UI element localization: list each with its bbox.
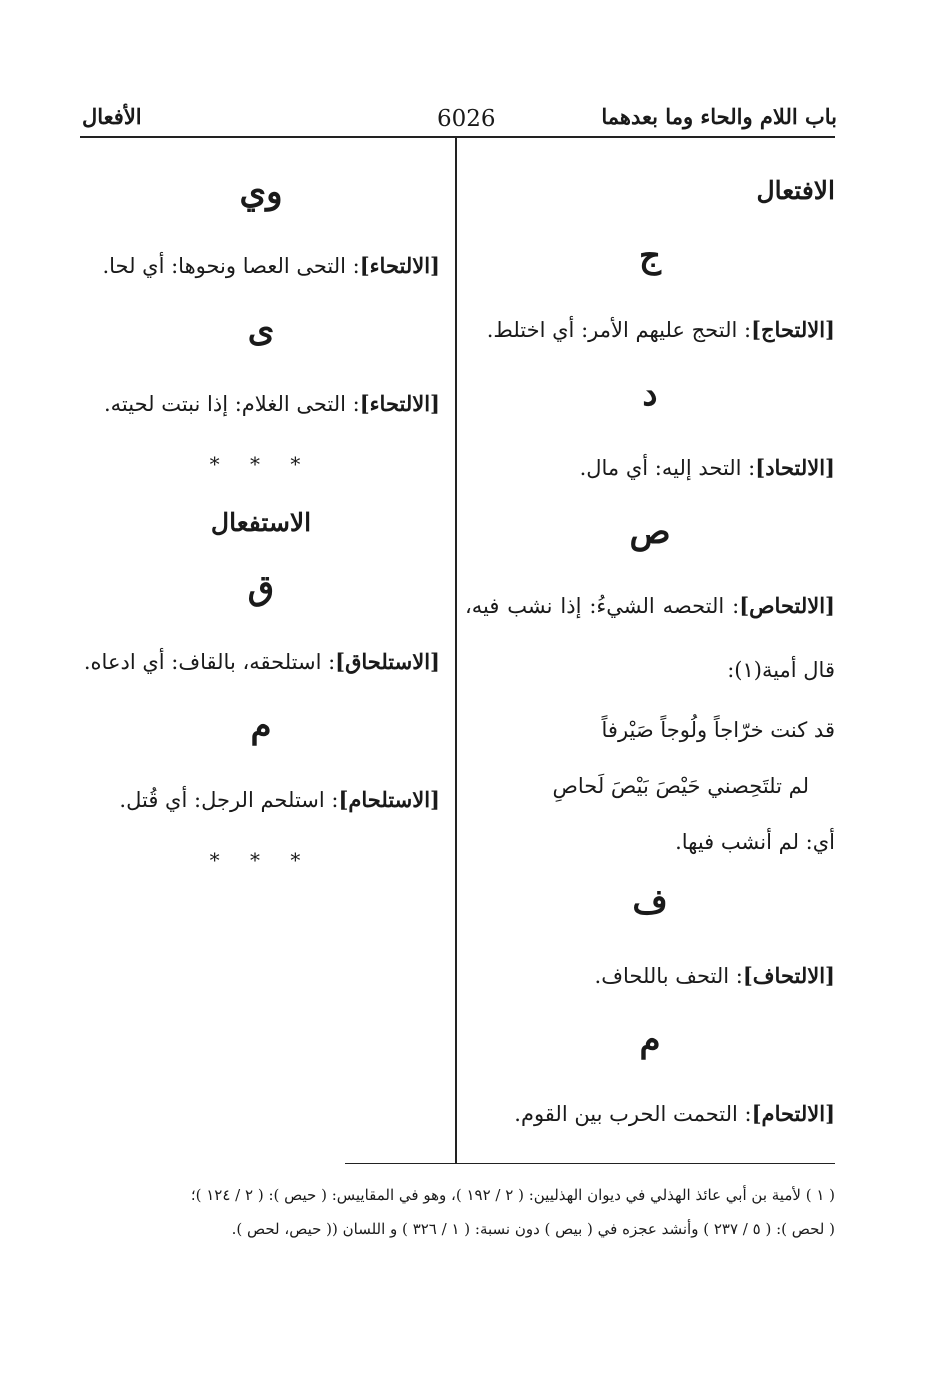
entry-definition: : التحصه الشيءُ: إذا نشب فيه، قال أمية(١): bbox=[465, 594, 835, 682]
entry-term: [الالتحاء] bbox=[359, 253, 440, 278]
entry-term: [الالتحاج] bbox=[751, 317, 835, 342]
letter-heading: ف bbox=[632, 882, 668, 922]
right-column bbox=[465, 160, 835, 1146]
header-rule bbox=[80, 136, 835, 138]
entry-term: [الالتحاد] bbox=[755, 455, 835, 480]
letter-heading: د bbox=[642, 374, 658, 414]
letter-heading: ق bbox=[247, 568, 275, 608]
verse-line: قد كنت خرّاجاً ولُوجاً صَيْرفاً bbox=[601, 718, 835, 742]
letter-heading: ص bbox=[629, 512, 671, 552]
footnote bbox=[95, 1178, 835, 1246]
entry-definition: : التحج عليهم الأمر: أي اختلط. bbox=[486, 318, 752, 342]
dictionary-entry bbox=[465, 944, 835, 1008]
entry-term: [الالتحاص] bbox=[739, 593, 835, 618]
dictionary-entry bbox=[82, 234, 440, 298]
footnote-rule bbox=[345, 1163, 835, 1164]
letter-heading: ج bbox=[639, 236, 661, 276]
dictionary-entry bbox=[82, 372, 440, 436]
page-number: 6026 bbox=[437, 106, 496, 132]
verse-line: لم تلتَحِصني حَيْصَ بَيْصَ لَحاصِ bbox=[552, 774, 809, 798]
entry-definition: : التحى العصا ونحوها: أي لحا. bbox=[102, 254, 360, 278]
running-head-section: الأفعال bbox=[82, 104, 142, 129]
entry-term: [الاستلحام] bbox=[338, 787, 440, 812]
dictionary-entry bbox=[465, 436, 835, 500]
dictionary-entry bbox=[465, 574, 835, 702]
column-divider bbox=[455, 138, 457, 1164]
dictionary-entry bbox=[82, 768, 440, 832]
dictionary-entry bbox=[465, 1082, 835, 1146]
dictionary-entry bbox=[465, 298, 835, 362]
left-column bbox=[82, 160, 440, 902]
letter-heading: م bbox=[250, 706, 272, 746]
entry-definition: : استلحم الرجل: أي قُتل. bbox=[119, 788, 339, 812]
entry-term: [الالتحاف] bbox=[742, 963, 835, 988]
entry-definition: : التحد إليه: أي مال. bbox=[579, 456, 756, 480]
letter-heading: وي bbox=[239, 172, 283, 212]
footnote-line: ( لحص ): ( ٥ / ٢٣٧ ) وأنشد عجزه في ( بيص ) دون نسبة: ( ١ / ٣٢٦ ) و اللسان (( حيص، لحص ). bbox=[231, 1220, 835, 1238]
section-title-iftiaal: الافتعال bbox=[756, 176, 835, 205]
letter-heading: م bbox=[639, 1020, 661, 1060]
section-separator: * * * bbox=[209, 452, 313, 476]
verse-gloss: أي: لم أنشب فيها. bbox=[675, 830, 835, 854]
entry-definition: : استلحقه، بالقاف: أي ادعاه. bbox=[83, 650, 336, 674]
section-separator: * * * bbox=[209, 848, 313, 872]
entry-term: [الالتحام] bbox=[751, 1101, 835, 1126]
entry-term: [الاستلحاق] bbox=[335, 649, 440, 674]
entry-term: [الالتحاء] bbox=[359, 391, 440, 416]
letter-heading: ى bbox=[247, 310, 275, 350]
dictionary-entry bbox=[82, 630, 440, 694]
footnote-line: ( ١ ) لأمية بن أبي عائذ الهذلي في ديوان الهذليين: ( ٢ / ١٩٢ )، وهو في المقاييس: ( حيص ): ( ٢ / ١٢٤ )؛ bbox=[190, 1186, 835, 1204]
section-title-istifaal: الاستفعال bbox=[210, 508, 312, 537]
entry-definition: : التحى الغلام: إذا نبتت لحيته. bbox=[103, 392, 360, 416]
entry-definition: : التحف باللحاف. bbox=[594, 964, 743, 988]
entry-definition: : التحمت الحرب بين القوم. bbox=[514, 1102, 752, 1126]
running-head-chapter: باب اللام والحاء وما بعدهما bbox=[601, 104, 837, 129]
